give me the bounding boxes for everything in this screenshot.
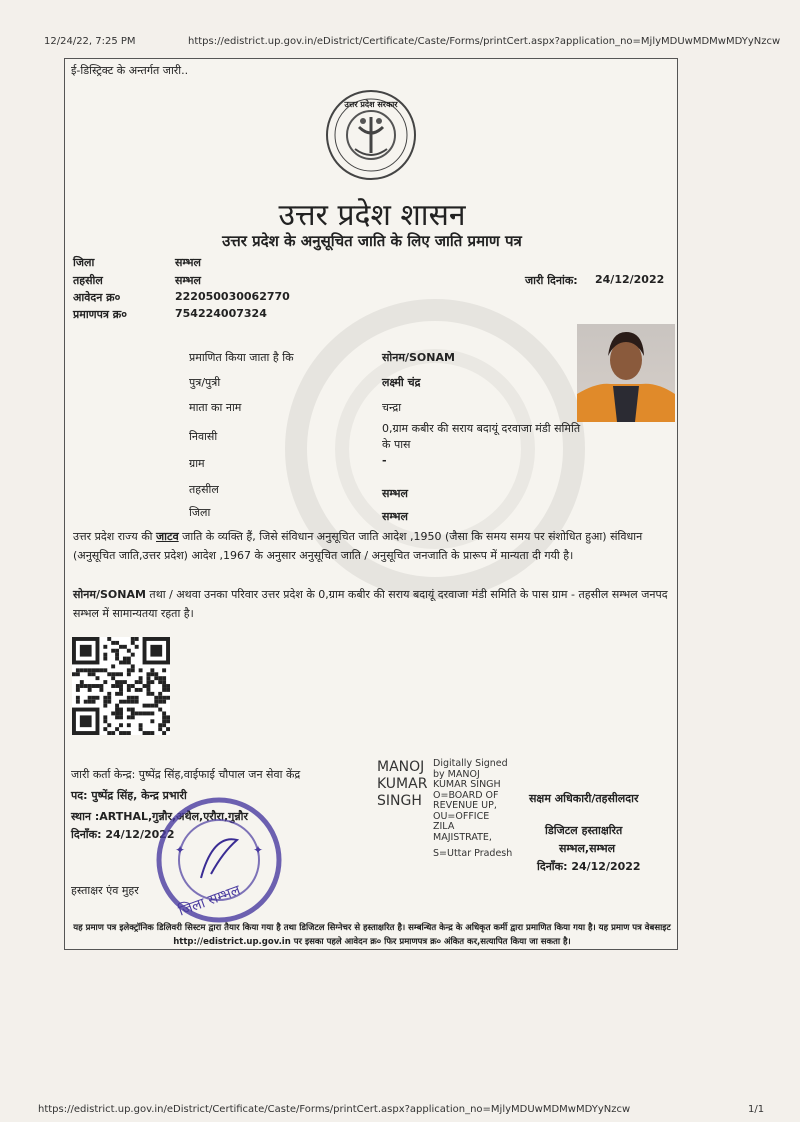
issue-date: 24/12/2022: [595, 273, 665, 286]
caste-name: जाटव: [156, 530, 179, 543]
detail-label-district: जिला: [189, 506, 211, 519]
authority-date: दिनाँक: 24/12/2022: [537, 860, 641, 873]
meta-label-district: जिला: [73, 256, 95, 269]
signature-line: OU=OFFICE: [433, 810, 490, 822]
detail-label-resident: निवासी: [189, 430, 218, 443]
detail-value-address: 0,ग्राम कबीर की सराय बदायूं दरवाजा मंडी समिति के पास: [382, 422, 581, 451]
detail-label-mother: माता का नाम: [189, 401, 242, 414]
detail-label-tehsil: तहसील: [189, 483, 219, 496]
svg-text:✦: ✦: [175, 843, 186, 857]
signature-line: ZILA: [433, 821, 455, 832]
meta-value-certificate-no: 754224007324: [175, 307, 267, 320]
issued-under-note: ई-डिस्ट्रिक्ट के अन्तर्गत जारी..: [71, 64, 189, 77]
detail-label-certified: प्रमाणित किया जाता है कि: [189, 351, 294, 364]
caste-statement-body: जाति के व्यक्ति हैं, जिसे संविधान अनुसूचित जाति आदेश ,1950 (जैसा कि समय समय पर संशोधित हुआ) संविधान (अनुसूचित जाति,उत्तर प्रदेश) आदेश ,1967 के अनुसार अनुसूचित जाति / अनुसूचित जनजाति के प्रारूप में मान्यता दी गयी है।: [73, 530, 643, 562]
meta-label-application-no: आवेदन क्र०: [73, 291, 121, 304]
applicant-photo: [577, 324, 675, 422]
detail-value-name: सोनम/SONAM: [382, 351, 455, 364]
verification-notice: यह प्रमाण पत्र इलेक्ट्रॉनिक डिलिवरी सिस्टम द्वारा तैयार किया गया है तथा डिजिटल सिग्नेचर से हस्ताक्षरित है। सम्बन्धित केन्द्र के अधिकृत कर्मी द्वारा प्रमाणित किया गया है। यह प्रमाण पत्र वेबसाइट http://edistrict.up.gov.in पर इसका पहले आवेदन क्र० फिर प्रमाणपत्र क्र० अंकित कर,सत्यापित किया जा सकता है।: [73, 923, 671, 947]
stamp-text: जिला सम्भल: [176, 882, 243, 920]
svg-text:✦: ✦: [253, 843, 264, 857]
caste-statement: [73, 527, 669, 565]
meta-value-district: सम्भल: [175, 256, 201, 269]
issuer-post: पद: पुष्पेंद्र सिंह, केन्द्र प्रभारी: [71, 789, 187, 802]
issuer-place: स्थान :ARTHAL,गुन्नौर,अथैल,एरौरा,गुन्नौर: [71, 810, 248, 823]
certificate-title: उत्तर प्रदेश शासन: [278, 198, 466, 233]
digital-signature: [377, 759, 522, 869]
page-count: 1/1: [748, 1104, 765, 1115]
residence-statement: [73, 585, 669, 623]
issuer-date: दिनाँक: 24/12/2022: [71, 828, 175, 841]
signer-name-line: KUMAR: [377, 776, 428, 792]
signature-line: Digitally Signed: [433, 758, 508, 769]
detail-value-tehsil: सम्भल: [382, 487, 408, 500]
signature-line: O=BOARD OF: [433, 789, 499, 801]
authority-place: सम्भल,सम्भल: [559, 842, 616, 855]
signer-name: [377, 759, 427, 810]
caste-statement-intro: उत्तर प्रदेश राज्य की: [73, 530, 157, 543]
residence-text: तथा / अथवा उनका परिवार उत्तर प्रदेश के 0,ग्राम कबीर की सराय बदायूं दरवाजा मंडी समिति के पास ग्राम - तहसील सम्भल जनपद सम्भल में सामान्यतया रहता है।: [73, 588, 668, 620]
authority-title: सक्षम अधिकारी/तहसीलदार: [529, 792, 639, 805]
print-timestamp: 12/24/22, 7:25 PM: [44, 36, 136, 47]
signature-details: [433, 759, 512, 860]
qr-code: [71, 637, 171, 735]
signature-line: MAJISTRATE,: [433, 831, 492, 843]
meta-value-tehsil: सम्भल: [175, 274, 201, 287]
meta-label-certificate-no: प्रमाणपत्र क्र०: [73, 308, 127, 321]
emblem-caption: उत्तर प्रदेश सरकार: [344, 100, 398, 109]
certificate: [64, 58, 678, 950]
certificate-subtitle: उत्तर प्रदेश के अनुसूचित जाति के लिए जाति प्रमाण पत्र: [222, 232, 522, 250]
signature-line: S=Uttar Pradesh: [433, 848, 513, 859]
detail-value-mother: चन्द्रा: [382, 401, 402, 414]
footer-url: https://edistrict.up.gov.in/eDistrict/Certificate/Caste/Forms/printCert.aspx?application_no=MjlyMDUwMDMwMDYyNzcw: [38, 1104, 631, 1115]
issue-date-label: जारी दिनांक:: [525, 274, 578, 287]
signature-line: REVENUE UP,: [433, 800, 497, 811]
meta-label-tehsil: तहसील: [73, 274, 103, 287]
signer-name-line: MANOJ: [377, 759, 425, 775]
issuer-sign-label: हस्ताक्षर एंव मुहर: [71, 884, 139, 897]
detail-value-parent: लक्ष्मी चंद्र: [382, 376, 421, 389]
residence-name: सोनम/SONAM: [73, 588, 146, 601]
issuer-center: जारी कर्ता केन्द्र: पुष्पेंद्र सिंह,वाईफाई चौपाल जन सेवा केंद्र: [71, 768, 301, 781]
detail-label-child-of: पुत्र/पुत्री: [189, 376, 221, 389]
detail-value-village: -: [382, 454, 387, 467]
detail-value-district: सम्भल: [382, 510, 408, 523]
meta-value-application-no: 222050030062770: [175, 290, 290, 303]
authority-signed: डिजिटल हस्ताक्षरित: [545, 824, 623, 837]
signature-line: by MANOJ: [433, 768, 480, 780]
signer-name-line: SINGH: [377, 793, 422, 809]
print-url: https://edistrict.up.gov.in/eDistrict/Certificate/Caste/Forms/printCert.aspx?application_no=MjlyMDUwMDMwMDYyNzcw: [188, 36, 781, 47]
detail-label-village: ग्राम: [189, 457, 205, 470]
signature-line: KUMAR SINGH: [433, 779, 501, 790]
